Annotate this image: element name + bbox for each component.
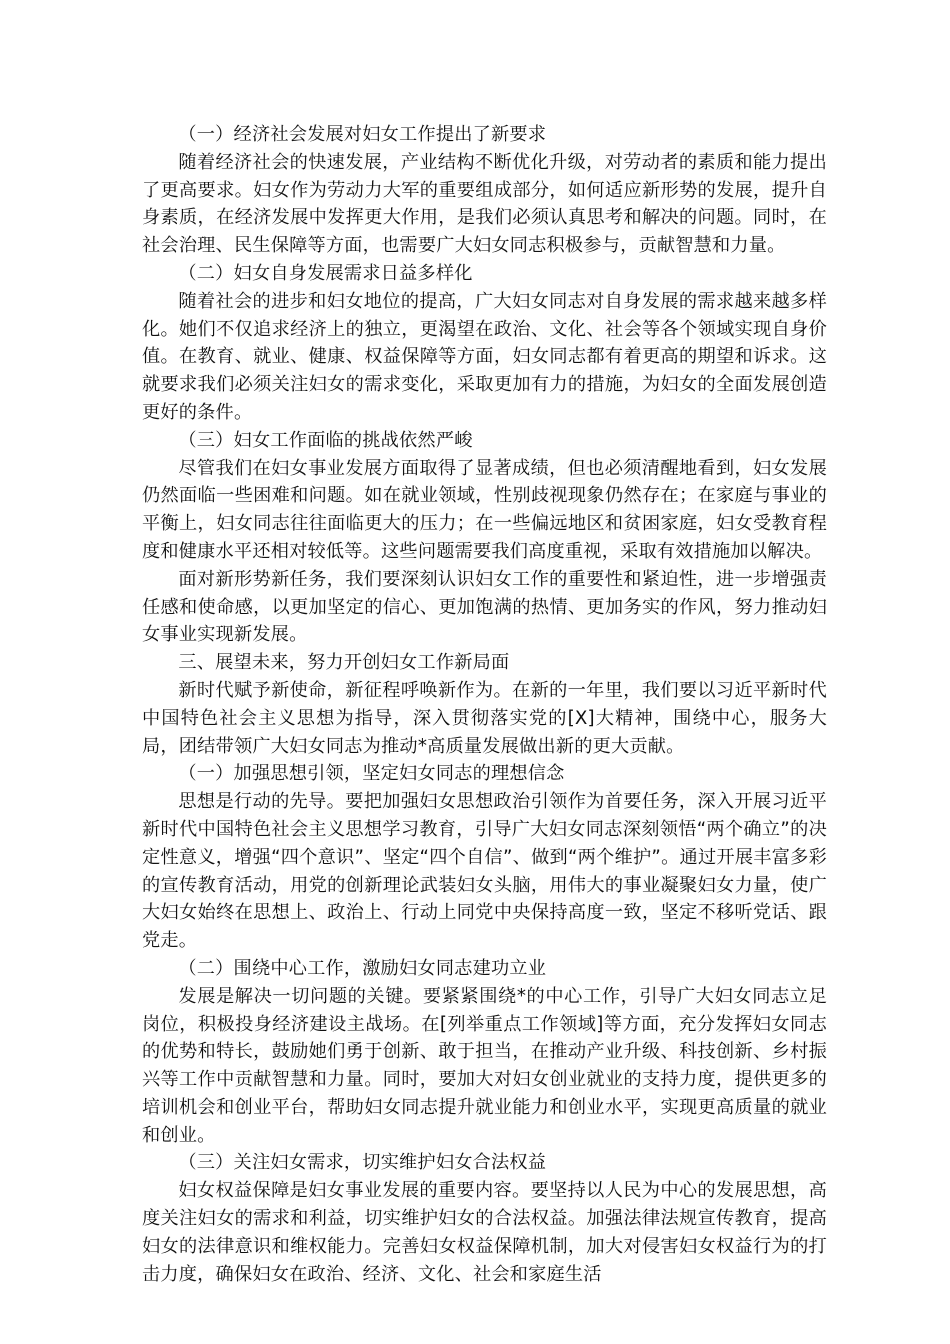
body-paragraph: 随着社会的进步和妇女地位的提高，广大妇女同志对自身发展的需求越来越多样化。她们不仅追求经济上的独立，更渴望在政治、文化、社会等各个领域实现自身价值。在教育、就业、健康、权益保障等方面，妇女同志都有着更高的期望和诉求。这就要求我们必须关注妇女的需求变化，采取更加有力的措施，为妇女的全面发展创造更好的条件。 xyxy=(142,290,827,423)
body-paragraph: 面对新形势新任务，我们要深刻认识妇女工作的重要性和紧迫性，进一步增强责任感和使命感，以更加坚定的信心、更加饱满的热情、更加务实的作风，努力推动妇女事业实现新发展。 xyxy=(142,568,827,646)
document-body xyxy=(142,121,827,1288)
section-heading: （三）妇女工作面临的挑战依然严峻 xyxy=(178,429,473,451)
section-heading: （三）关注妇女需求，切实维护妇女合法权益 xyxy=(178,1152,547,1174)
section-heading: （一）经济社会发展对妇女工作提出了新要求 xyxy=(178,124,547,145)
body-paragraph: 思想是行动的先导。要把加强妇女思想政治引领作为首要任务，深入开展习近平新时代中国特色社会主义思想学习教育，引导广大妇女同志深刻领悟“两个确立”的决定性意义，增强“四个意识”、坚定“四个自信”、做到“两个维护”。通过开展丰富多彩的宣传教育活动，用党的创新理论武装妇女头脑，用伟大的事业凝聚妇女力量，使广大妇女始终在思想上、政治上、行动上同党中央保持高度一致，坚定不移听党话、跟党走。 xyxy=(142,791,827,952)
section-heading: （一）加强思想引领，坚定妇女同志的理想信念 xyxy=(178,763,565,785)
body-paragraph: 随着经济社会的快速发展，产业结构不断优化升级，对劳动者的素质和能力提出了更高要求。妇女作为劳动力大军的重要组成部分，如何适应新形势的发展，提升自身素质，在经济发展中发挥更大作用，是我们必须认真思考和解决的问题。同时，在社会治理、民生保障等方面，也需要广大妇女同志积极参与，贡献智慧和力量。 xyxy=(142,151,827,257)
body-paragraph: 新时代赋予新使命，新征程呼唤新作为。在新的一年里，我们要以习近平新时代中国特色社会主义思想为指导，深入贯彻落实党的[X]大精神，围绕中心，服务大局，团结带领广大妇女同志为推动*高质量发展做出新的更大贡献。 xyxy=(142,679,827,757)
body-paragraph: 尽管我们在妇女事业发展方面取得了显著成绩，但也必须清醒地看到，妇女发展仍然面临一些困难和问题。如在就业领域，性别歧视现象仍然存在；在家庭与事业的平衡上，妇女同志往往面临更大的压力；在一些偏远地区和贫困家庭，妇女受教育程度和健康水平还相对较低等。这些问题需要我们高度重视，采取有效措施加以解决。 xyxy=(142,457,827,562)
section-heading: （二）围绕中心工作，激励妇女同志建功立业 xyxy=(178,957,547,979)
body-paragraph: 发展是解决一切问题的关键。要紧紧围绕*的中心工作，引导广大妇女同志立足岗位，积极投身经济建设主战场。在[列举重点工作领域]等方面，充分发挥妇女同志的优势和特长，鼓励她们勇于创新、敢于担当，在推动产业升级、科技创新、乡村振兴等工作中贡献智慧和力量。同时，要加大对妇女创业就业的支持力度，提供更多的培训机会和创业平台，帮助妇女同志提升就业能力和创业水平，实现更高质量的就业和创业。 xyxy=(142,985,827,1146)
body-paragraph: 妇女权益保障是妇女事业发展的重要内容。要坚持以人民为中心的发展思想，高度关注妇女的需求和利益，切实维护妇女的合法权益。加强法律法规宣传教育，提高妇女的法律意识和维权能力。完善妇女权益保障机制，加大对侵害妇女权益行为的打击力度，确保妇女在政治、经济、文化、社会和家庭生活 xyxy=(142,1180,827,1285)
section-heading: （二）妇女自身发展需求日益多样化 xyxy=(178,262,473,284)
chapter-heading: 三、展望未来，努力开创妇女工作新局面 xyxy=(178,652,510,674)
